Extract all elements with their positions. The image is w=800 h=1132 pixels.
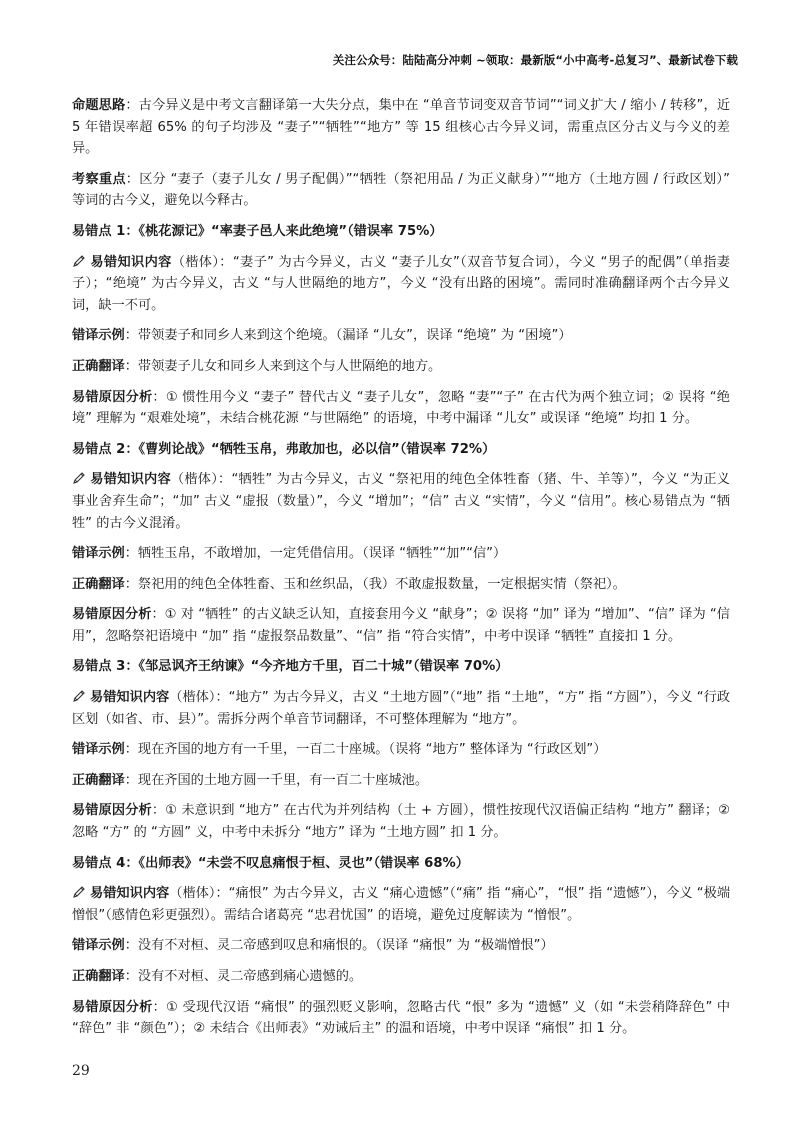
correct-text: ：祭祀用的纯色全体牲畜、玉和丝织品，（我）不敢虚报数量，一定根据实情（祭祀）。 (124, 576, 626, 592)
wrong-text: ：现在齐国的地方有一千里，一百二十座城。（误将 “地方” 整体译为 “行政区划”） (124, 742, 607, 758)
section-title: 易错点 2：《曹刿论战》“牺牲玉帛，弗敢加也，必以信”（错误率 72%） (72, 441, 496, 457)
error-points-list (72, 221, 730, 1040)
correct-translation-paragraph (72, 574, 730, 596)
pencil-icon (72, 469, 90, 491)
correct-text: ：现在齐国的土地方圆一千里，有一百二十座城池。 (124, 772, 429, 788)
page-number: 29 (72, 1063, 90, 1079)
analysis-label: 易错原因分析 (72, 607, 152, 623)
pencil-icon (72, 687, 90, 709)
knowledge-paragraph (72, 252, 730, 317)
correct-label: 正确翻译 (72, 358, 125, 374)
analysis-label: 易错原因分析 (72, 803, 152, 819)
knowledge-paragraph (72, 883, 730, 926)
knowledge-label: 易错知识内容 (90, 690, 170, 706)
error-point-section (72, 221, 730, 430)
analysis-text: ：① 对 “牺牲” 的古义缺乏认知，直接套用今义 “献身”；② 误将 “加” 译为 “增加”、“信” 译为 “信用”，忽略祭祀语境中 “加” 指 “虚报祭品数量”、“信” 指 “符合实情”，中考中误译 “牺牲” 直接扣 1 分。 (72, 607, 730, 644)
wrong-label: 错译示例 (72, 328, 125, 344)
wrong-example-paragraph (72, 935, 730, 957)
wrong-text: ：牺牲玉帛，不敢增加，一定凭借信用。（误译 “牺牲”“加”“信”） (124, 546, 507, 562)
pencil-icon (72, 252, 90, 274)
analysis-text: ：① 惯性用今义 “妻子” 替代古义 “妻子儿女”，忽略 “妻”“子” 在古代为两个独立词；② 误将 “绝境” 理解为 “艰难处境”，未结合桃花源 “与世隔绝” 的语境，中考中漏译 “儿女” 或误译 “绝境” 均扣 1 分。 (72, 389, 730, 427)
pencil-icon (72, 883, 90, 905)
correct-translation-paragraph (72, 356, 730, 378)
wrong-text: ：带领妻子和同乡人来到这个绝境。（漏译 “儿女”，误译 “绝境” 为 “困境”） (124, 328, 572, 344)
knowledge-text: （楷体）：“妻子” 为古今异义，古义 “妻子儿女”（双音节复合词），今义 “男子的配偶”（单指妻子）；“绝境” 为古今异义，古义 “与人世隔绝的地方”，今义 “没有出路的困境”。需同时准确翻译两个古今异义词，缺一不可。 (72, 254, 730, 313)
topic-label: 命题思路 (72, 98, 126, 113)
knowledge-text: （楷体）：“牺牲” 为古今异义，古义 “祭祀用的纯色全体牲畜（猪、牛、羊等）”，今义 “为正义事业舍弃生命”；“加” 古义 “虚报（数量）”，今义 “增加”；“信” 古义 “实情”，今义 “信用”。核心易错点为 “牺牲” 的古今义混淆。 (72, 472, 730, 531)
wrong-text: ：没有不对桓、灵二帝感到叹息和痛恨的。（误译 “痛恨” 为 “极端憎恨”） (124, 938, 554, 954)
analysis-text: ：① 未意识到 “地方” 在古代为并列结构（土 + 方圆），惯性按现代汉语偏正结构 “地方” 翻译；② 忽略 “方” 的 “方圆” 义，中考中未拆分 “地方” 译为 “土地方圆” 扣 1 分。 (72, 803, 731, 841)
knowledge-label: 易错知识内容 (90, 472, 171, 488)
section-title: 易错点 3：《邹忌讽齐王纳谏》“今齐地方千里，百二十城”（错误率 70%） (72, 659, 509, 675)
intro-focus-paragraph (72, 169, 730, 212)
knowledge-label: 易错知识内容 (90, 886, 170, 902)
section-title: 易错点 4：《出师表》“未尝不叹息痛恨于桓、灵也”（错误率 68%） (72, 855, 469, 871)
knowledge-paragraph (72, 469, 730, 534)
document-body (72, 95, 730, 1049)
page-header: 关注公众号：陆陆高分冲刺 ~领取：最新版“小中高考-总复习”、最新试卷下载 (332, 53, 738, 67)
knowledge-paragraph (72, 687, 730, 730)
wrong-example-paragraph (72, 325, 730, 347)
analysis-paragraph (72, 800, 730, 843)
wrong-label: 错译示例 (72, 742, 125, 758)
topic-text: ：古今异义是中考文言翻译第一大失分点，集中在 “单音节词变双音节词”“词义扩大 / 缩小 / 转移”，近 5 年错误率超 65% 的句子均涉及 “妻子”“牺牲”“地方” 等 15 组核心古今异义词，需重点区分古义与今义的差异。 (72, 98, 731, 157)
focus-label: 考察重点 (72, 171, 126, 187)
analysis-paragraph (72, 387, 730, 430)
analysis-paragraph (72, 997, 730, 1040)
knowledge-text: （楷体）：“痛恨” 为古今异义，古义 “痛心遗憾”（“痛” 指 “痛心”，“恨” 指 “遗憾”），今义 “极端憎恨”（感情色彩更强烈）。需结合诸葛亮 “忠君忧国” 的语境，避免过度解读为 “憎恨”。 (72, 886, 731, 923)
section-title: 易错点 1：《桃花源记》“率妻子邑人来此绝境”（错误率 75%） (72, 223, 443, 239)
correct-label: 正确翻译 (72, 772, 125, 788)
wrong-label: 错译示例 (72, 938, 125, 954)
error-point-section (72, 656, 730, 843)
error-point-section (72, 853, 730, 1040)
analysis-label: 易错原因分析 (72, 999, 153, 1015)
wrong-example-paragraph (72, 543, 730, 565)
analysis-label: 易错原因分析 (72, 389, 153, 405)
analysis-paragraph (72, 604, 730, 647)
knowledge-label: 易错知识内容 (90, 254, 172, 270)
wrong-example-paragraph (72, 739, 730, 761)
correct-text: ：带领妻子儿女和同乡人来到这个与人世隔绝的地方。 (124, 358, 442, 374)
correct-text: ：没有不对桓、灵二帝感到痛心遗憾的。 (124, 969, 363, 984)
correct-translation-paragraph (72, 966, 730, 988)
focus-text: ：区分 “妻子（妻子儿女 / 男子配偶）”“牺牲（祭祀用品 / 为正义献身）”“地方（土地方圆 / 行政区划）” 等词的古今义，避免以今释古。 (72, 171, 730, 209)
error-point-section (72, 439, 730, 648)
correct-label: 正确翻译 (72, 969, 125, 984)
analysis-text: ：① 受现代汉语 “痛恨” 的强烈贬义影响，忽略古代 “恨” 多为 “遗憾” 义（如 “未尝稍降辞色” 中 “辞色” 非 “颜色”）；② 未结合《出师表》“劝诫后主” 的温和语境，中考中误译 “痛恨” 扣 1 分。 (72, 999, 731, 1037)
intro-topic-paragraph (72, 95, 730, 160)
correct-label: 正确翻译 (72, 576, 125, 592)
correct-translation-paragraph (72, 770, 730, 792)
wrong-label: 错译示例 (72, 546, 125, 562)
knowledge-text: （楷体）：“地方” 为古今异义，古义 “土地方圆”（“地” 指 “土地”，“方” 指 “方圆”），今义 “行政区划（如省、市、县）”。需拆分两个单音节词翻译，不可整体理解为 “地方”。 (72, 690, 731, 727)
